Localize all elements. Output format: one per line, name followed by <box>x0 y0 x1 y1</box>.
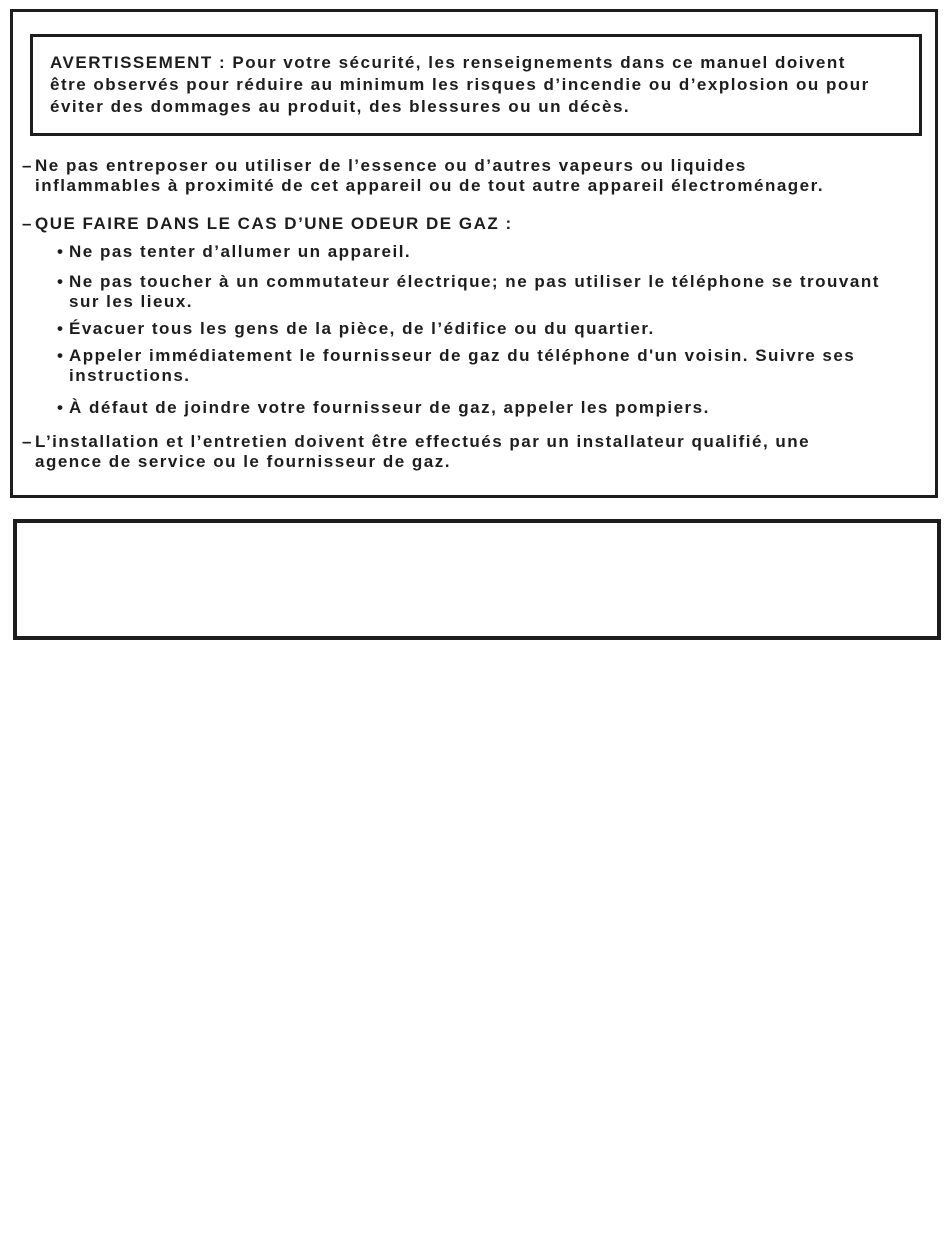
text-line: À défaut de joindre votre fournisseur de gaz, appeler les pompiers. <box>69 398 710 417</box>
dash-marker: – <box>22 432 33 451</box>
warning-text-line: être observés pour réduire au minimum les risques d’incendie ou d’explosion ou pour <box>50 75 870 94</box>
list-item-text <box>35 214 935 234</box>
text-line: agence de service ou le fournisseur de gaz. <box>35 452 451 471</box>
warning-text-line: éviter des dommages au produit, des blessures ou un décès. <box>50 97 631 116</box>
list-item-text <box>35 432 935 472</box>
list-item-text <box>69 242 935 262</box>
list-item <box>13 156 935 196</box>
bullet-marker: • <box>57 346 65 365</box>
list-item <box>13 319 935 339</box>
bullet-marker: • <box>57 319 65 338</box>
text-line: instructions. <box>69 366 191 385</box>
safety-section-box <box>10 9 938 498</box>
list-item-text <box>69 346 935 386</box>
text-line: QUE FAIRE DANS LE CAS D’UNE ODEUR DE GAZ : <box>35 214 513 233</box>
warning-box <box>30 34 922 136</box>
list-item-text <box>69 272 935 312</box>
bullet-marker: • <box>57 242 65 261</box>
safety-instructions-list <box>13 156 935 472</box>
bullet-marker: • <box>57 272 65 291</box>
list-item <box>13 242 935 262</box>
text-line: inflammables à proximité de cet appareil ou de tout autre appareil électroménager. <box>35 176 825 195</box>
dash-marker: – <box>22 214 33 233</box>
text-line: L’installation et l’entretien doivent être effectués par un installateur qualifié, une <box>35 432 811 451</box>
text-line: Ne pas tenter d’allumer un appareil. <box>69 242 412 261</box>
list-item <box>13 398 935 418</box>
list-item <box>13 432 935 472</box>
warning-text-line: AVERTISSEMENT : Pour votre sécurité, les renseignements dans ce manuel doivent <box>50 53 846 72</box>
empty-note-box <box>13 519 941 640</box>
text-line: Ne pas entreposer ou utiliser de l’essence ou d’autres vapeurs ou liquides <box>35 156 747 175</box>
list-item-text <box>69 398 935 418</box>
text-line: Évacuer tous les gens de la pièce, de l’édifice ou du quartier. <box>69 319 655 338</box>
dash-marker: – <box>22 156 33 175</box>
text-line: Appeler immédiatement le fournisseur de gaz du téléphone d'un voisin. Suivre ses <box>69 346 856 365</box>
text-line: sur les lieux. <box>69 292 193 311</box>
list-item-text <box>69 319 935 339</box>
list-item-text <box>35 156 935 196</box>
list-item <box>13 346 935 386</box>
list-item <box>13 272 935 312</box>
text-line: Ne pas toucher à un commutateur électrique; ne pas utiliser le téléphone se trouvant <box>69 272 880 291</box>
list-item <box>13 214 935 234</box>
bullet-marker: • <box>57 398 65 417</box>
